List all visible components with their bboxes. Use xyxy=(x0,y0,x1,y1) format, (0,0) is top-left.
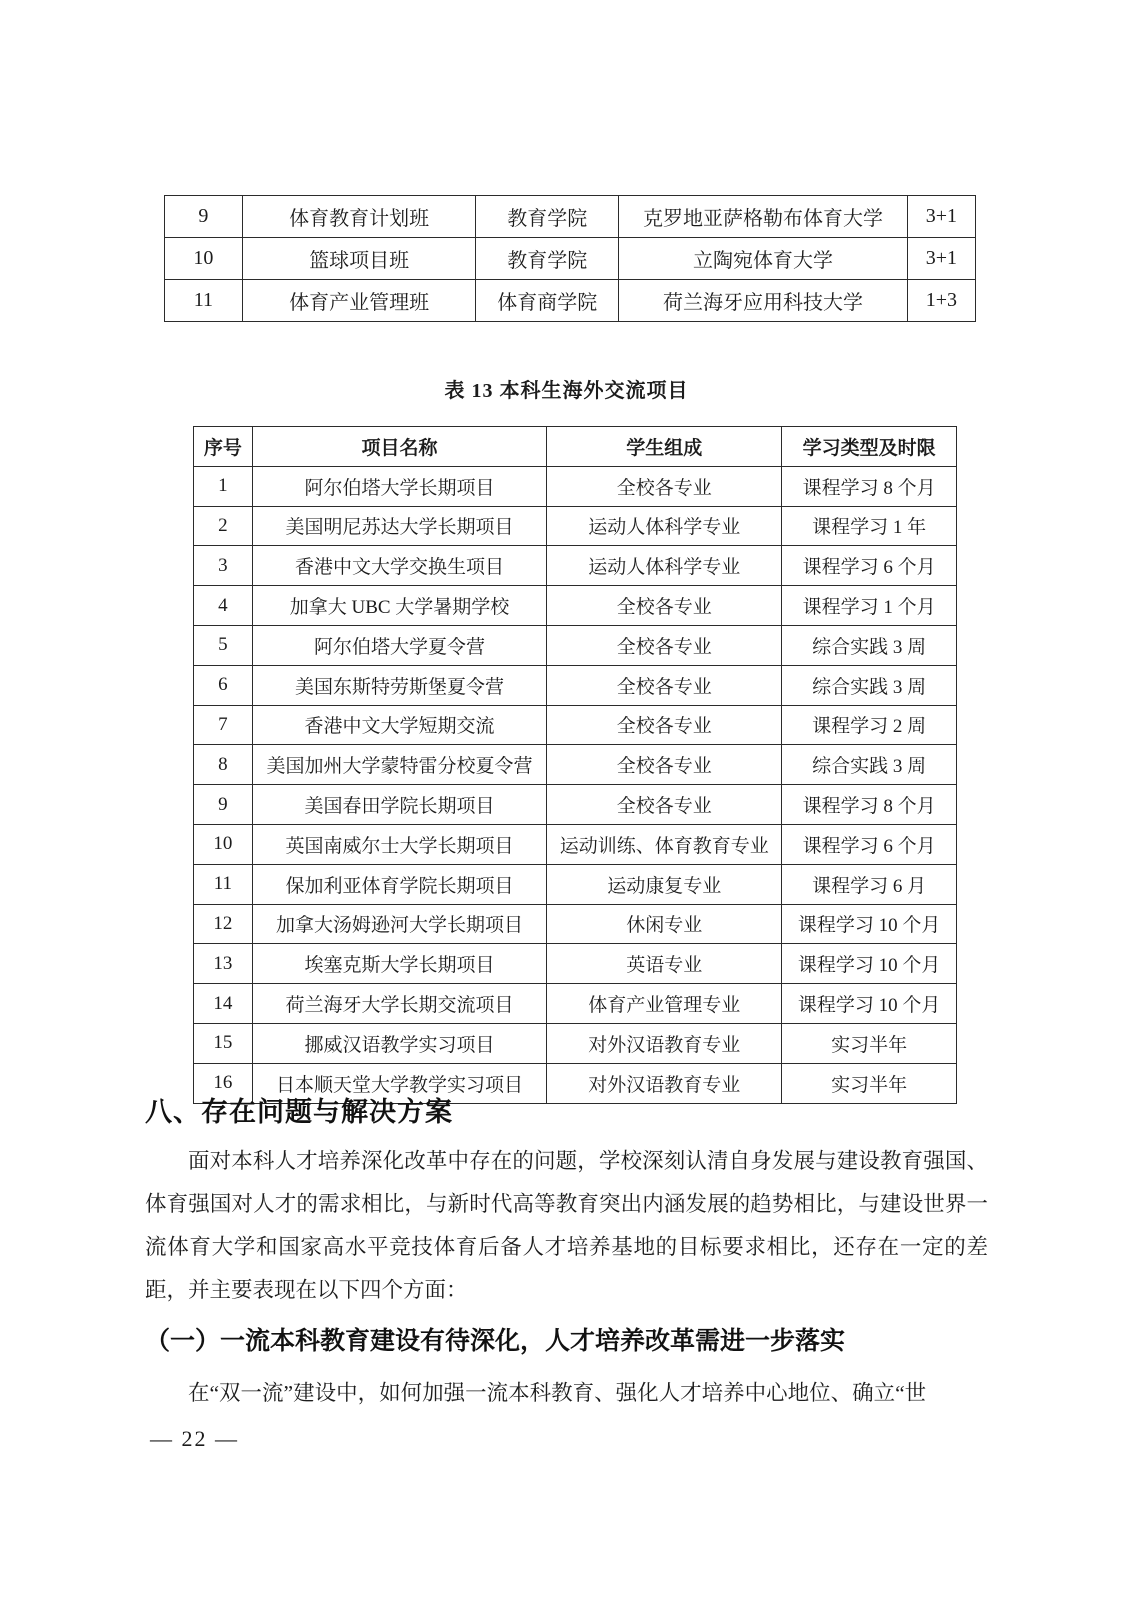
table-cell: 1 xyxy=(194,466,253,506)
table-cell: 体育产业管理专业 xyxy=(547,984,782,1024)
table-cell: 课程学习 6 个月 xyxy=(782,546,957,586)
table-cell: 13 xyxy=(194,944,253,984)
table-row xyxy=(194,785,957,825)
column-header: 序号 xyxy=(194,427,253,467)
table-cell: 1+3 xyxy=(907,280,975,322)
table-cell: 阿尔伯塔大学长期项目 xyxy=(252,466,547,506)
column-header: 项目名称 xyxy=(252,427,547,467)
column-header: 学习类型及时限 xyxy=(782,427,957,467)
coop-class-table-partial xyxy=(164,195,976,322)
table-row xyxy=(194,824,957,864)
coop-class-table-body xyxy=(165,196,976,322)
table-cell: 美国明尼苏达大学长期项目 xyxy=(252,506,547,546)
table-cell: 香港中文大学短期交流 xyxy=(252,705,547,745)
table-row xyxy=(194,1023,957,1063)
table-cell: 2 xyxy=(194,506,253,546)
table-row xyxy=(194,506,957,546)
table-cell: 美国春田学院长期项目 xyxy=(252,785,547,825)
table-cell: 12 xyxy=(194,904,253,944)
overseas-exchange-table xyxy=(193,426,957,1104)
table-cell: 运动训练、体育教育专业 xyxy=(547,824,782,864)
table-cell: 日本顺天堂大学教学实习项目 xyxy=(252,1063,547,1103)
table-row xyxy=(194,984,957,1024)
table-cell: 课程学习 10 个月 xyxy=(782,944,957,984)
table-cell: 立陶宛体育大学 xyxy=(619,238,908,280)
table-cell: 课程学习 1 年 xyxy=(782,506,957,546)
table-cell: 课程学习 10 个月 xyxy=(782,904,957,944)
table-cell: 3+1 xyxy=(907,238,975,280)
table-cell: 保加利亚体育学院长期项目 xyxy=(252,864,547,904)
table-cell: 教育学院 xyxy=(476,196,619,238)
table-row xyxy=(165,280,976,322)
table-row xyxy=(194,864,957,904)
table-cell: 全校各专业 xyxy=(547,705,782,745)
table-cell: 对外汉语教育专业 xyxy=(547,1023,782,1063)
table-cell: 10 xyxy=(194,824,253,864)
table-cell: 挪威汉语教学实习项目 xyxy=(252,1023,547,1063)
table-row xyxy=(194,546,957,586)
table-cell: 3+1 xyxy=(907,196,975,238)
table-row xyxy=(165,238,976,280)
section-paragraph-2: 在“双一流”建设中，如何加强一流本科教育、强化人才培养中心地位、确立“世 xyxy=(188,1381,927,1405)
table-cell: 全校各专业 xyxy=(547,665,782,705)
table-cell: 体育产业管理班 xyxy=(242,280,476,322)
table-cell: 3 xyxy=(194,546,253,586)
table-cell: 加拿大汤姆逊河大学长期项目 xyxy=(252,904,547,944)
table-row xyxy=(194,466,957,506)
table-cell: 运动康复专业 xyxy=(547,864,782,904)
table-cell: 综合实践 3 周 xyxy=(782,625,957,665)
table-cell: 全校各专业 xyxy=(547,586,782,626)
table-row xyxy=(165,196,976,238)
section-heading: 八、存在问题与解决方案 xyxy=(145,1097,453,1127)
table-cell: 全校各专业 xyxy=(547,745,782,785)
table-cell: 埃塞克斯大学长期项目 xyxy=(252,944,547,984)
table-cell: 9 xyxy=(165,196,243,238)
table-cell: 篮球项目班 xyxy=(242,238,476,280)
table-cell: 对外汉语教育专业 xyxy=(547,1063,782,1103)
table-cell: 加拿大 UBC 大学暑期学校 xyxy=(252,586,547,626)
table-cell: 课程学习 6 月 xyxy=(782,864,957,904)
table-cell: 香港中文大学交换生项目 xyxy=(252,546,547,586)
table-row xyxy=(194,625,957,665)
table-cell: 荷兰海牙应用科技大学 xyxy=(619,280,908,322)
section-block xyxy=(145,1094,988,1415)
table-cell: 美国东斯特劳斯堡夏令营 xyxy=(252,665,547,705)
table-cell: 课程学习 6 个月 xyxy=(782,824,957,864)
column-header: 学生组成 xyxy=(547,427,782,467)
table-cell: 教育学院 xyxy=(476,238,619,280)
table-cell: 体育教育计划班 xyxy=(242,196,476,238)
table-cell: 荷兰海牙大学长期交流项目 xyxy=(252,984,547,1024)
table-cell: 7 xyxy=(194,705,253,745)
table-cell: 课程学习 2 周 xyxy=(782,705,957,745)
table-cell: 实习半年 xyxy=(782,1063,957,1103)
table-cell: 课程学习 10 个月 xyxy=(782,984,957,1024)
table-cell: 综合实践 3 周 xyxy=(782,665,957,705)
table-cell: 全校各专业 xyxy=(547,785,782,825)
table-row xyxy=(194,705,957,745)
table-row xyxy=(194,904,957,944)
table-cell: 11 xyxy=(165,280,243,322)
table-row xyxy=(194,586,957,626)
table-cell: 运动人体科学专业 xyxy=(547,506,782,546)
overseas-exchange-table-body xyxy=(194,466,957,1103)
table-cell: 英国南威尔士大学长期项目 xyxy=(252,824,547,864)
table-cell: 阿尔伯塔大学夏令营 xyxy=(252,625,547,665)
table-cell: 6 xyxy=(194,665,253,705)
table-cell: 10 xyxy=(165,238,243,280)
table-cell: 5 xyxy=(194,625,253,665)
table-cell: 英语专业 xyxy=(547,944,782,984)
table-cell: 8 xyxy=(194,745,253,785)
table-cell: 综合实践 3 周 xyxy=(782,745,957,785)
table-cell: 体育商学院 xyxy=(476,280,619,322)
table-cell: 16 xyxy=(194,1063,253,1103)
table-cell: 11 xyxy=(194,864,253,904)
table-cell: 运动人体科学专业 xyxy=(547,546,782,586)
section-paragraph-1: 面对本科人才培养深化改革中存在的问题，学校深刻认清自身发展与建设教育强国、体育强国对人才的需求相比，与新时代高等教育突出内涵发展的趋势相比，与建设世界一流体育大学和国家高水平竞技体育后备人才培养基地的目标要求相比，还存在一定的差距，并主要表现在以下四个方面： xyxy=(145,1149,988,1302)
table-cell: 美国加州大学蒙特雷分校夏令营 xyxy=(252,745,547,785)
table-cell: 9 xyxy=(194,785,253,825)
page-number: — 22 — xyxy=(150,1426,239,1451)
table-cell: 14 xyxy=(194,984,253,1024)
table-cell: 休闲专业 xyxy=(547,904,782,944)
table-row xyxy=(194,745,957,785)
table13-title: 表 13 本科生海外交流项目 xyxy=(444,380,689,402)
table-cell: 课程学习 1 个月 xyxy=(782,586,957,626)
table-cell: 课程学习 8 个月 xyxy=(782,466,957,506)
table-row xyxy=(194,944,957,984)
table-cell: 课程学习 8 个月 xyxy=(782,785,957,825)
table-row xyxy=(194,665,957,705)
table-cell: 15 xyxy=(194,1023,253,1063)
table-header-row xyxy=(194,427,957,467)
table-cell: 全校各专业 xyxy=(547,466,782,506)
table-cell: 实习半年 xyxy=(782,1023,957,1063)
table-cell: 全校各专业 xyxy=(547,625,782,665)
table-cell: 4 xyxy=(194,586,253,626)
section-subheading: （一）一流本科教育建设有待深化，人才培养改革需进一步落实 xyxy=(145,1327,846,1355)
table-cell: 克罗地亚萨格勒布体育大学 xyxy=(619,196,908,238)
